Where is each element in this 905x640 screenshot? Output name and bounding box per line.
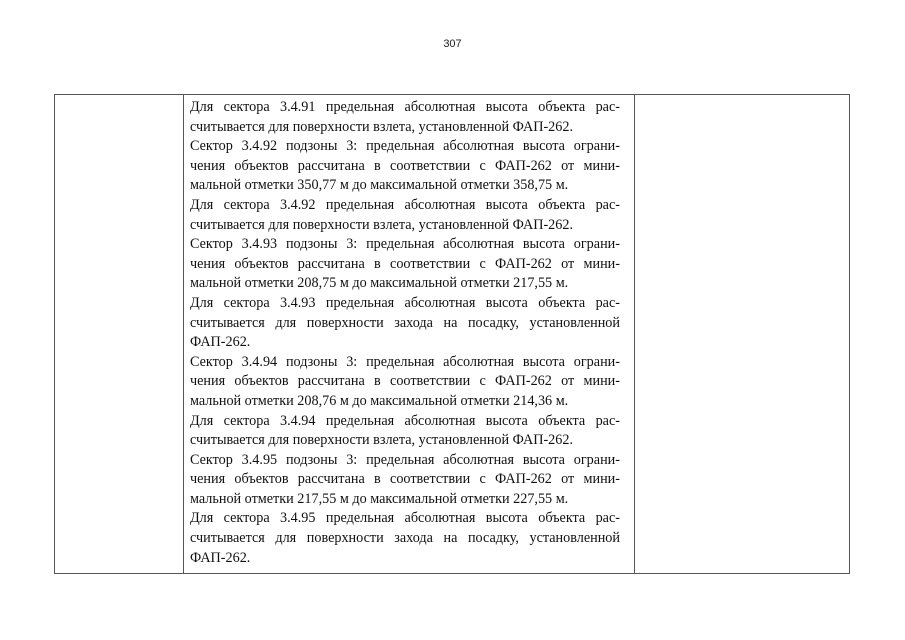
paragraph-line: Сектор 3.4.92 подзоны 3: предельная абсолютная высота ограни- <box>190 138 620 155</box>
paragraph-line: Сектор 3.4.94 подзоны 3: предельная абсолютная высота ограни- <box>190 353 620 370</box>
paragraph-line: чения объектов рассчитана в соответствии с ФАП-262 от мини- <box>190 373 620 390</box>
paragraph-line: мальной отметки 208,75 м до максимальной отметки 217,55 м. <box>190 275 569 292</box>
paragraph-line: мальной отметки 350,77 м до максимальной отметки 358,75 м. <box>190 177 569 194</box>
paragraph-line: Для сектора 3.4.91 предельная абсолютная высота объекта рас- <box>190 99 620 115</box>
paragraph-line: считывается для поверхности взлета, установленной ФАП-262. <box>190 432 574 449</box>
table-column-divider-right <box>634 95 635 573</box>
paragraph-line: Для сектора 3.4.95 предельная абсолютная высота объекта рас- <box>190 510 620 527</box>
cell-paragraph <box>190 412 620 451</box>
cell-paragraph <box>190 509 620 568</box>
paragraph-line: мальной отметки 217,55 м до максимальной отметки 227,55 м. <box>190 490 569 507</box>
cell-paragraph <box>190 196 620 235</box>
paragraph-line: Сектор 3.4.93 подзоны 3: предельная абсолютная высота ограни- <box>190 236 620 253</box>
paragraph-line: чения объектов рассчитана в соответствии с ФАП-262 от мини- <box>190 157 620 174</box>
paragraph-line: чения объектов рассчитана в соответствии с ФАП-262 от мини- <box>190 255 620 272</box>
paragraph-line: Для сектора 3.4.92 предельная абсолютная высота объекта рас- <box>190 196 620 213</box>
paragraph-line: считывается для поверхности захода на посадку, установленной <box>190 314 620 331</box>
cell-paragraph <box>190 294 620 353</box>
paragraph-line: Сектор 3.4.95 подзоны 3: предельная абсолютная высота ограни- <box>190 451 620 468</box>
paragraph-line: мальной отметки 208,76 м до максимальной отметки 214,36 м. <box>190 392 569 409</box>
paragraph-line: ФАП-262. <box>190 334 251 351</box>
paragraph-line: Для сектора 3.4.94 предельная абсолютная высота объекта рас- <box>190 412 620 429</box>
paragraph-line: Для сектора 3.4.93 предельная абсолютная высота объекта рас- <box>190 294 620 311</box>
paragraph-line: ФАП-262. <box>190 549 251 566</box>
page-number: 307 <box>443 38 462 50</box>
cell-paragraph <box>190 353 620 412</box>
table-cell-middle <box>190 98 620 568</box>
table-column-divider-left <box>183 95 184 573</box>
paragraph-line: чения объектов рассчитана в соответствии с ФАП-262 от мини- <box>190 471 620 488</box>
paragraph-line: считывается для поверхности взлета, установленной ФАП-262. <box>190 118 574 135</box>
paragraph-line: считывается для поверхности захода на посадку, установленной <box>190 530 620 547</box>
cell-paragraph <box>190 235 620 294</box>
cell-paragraph <box>190 98 620 137</box>
paragraph-line: считывается для поверхности взлета, установленной ФАП-262. <box>190 216 574 233</box>
cell-paragraph <box>190 451 620 510</box>
document-table <box>54 94 850 574</box>
cell-paragraph <box>190 137 620 196</box>
